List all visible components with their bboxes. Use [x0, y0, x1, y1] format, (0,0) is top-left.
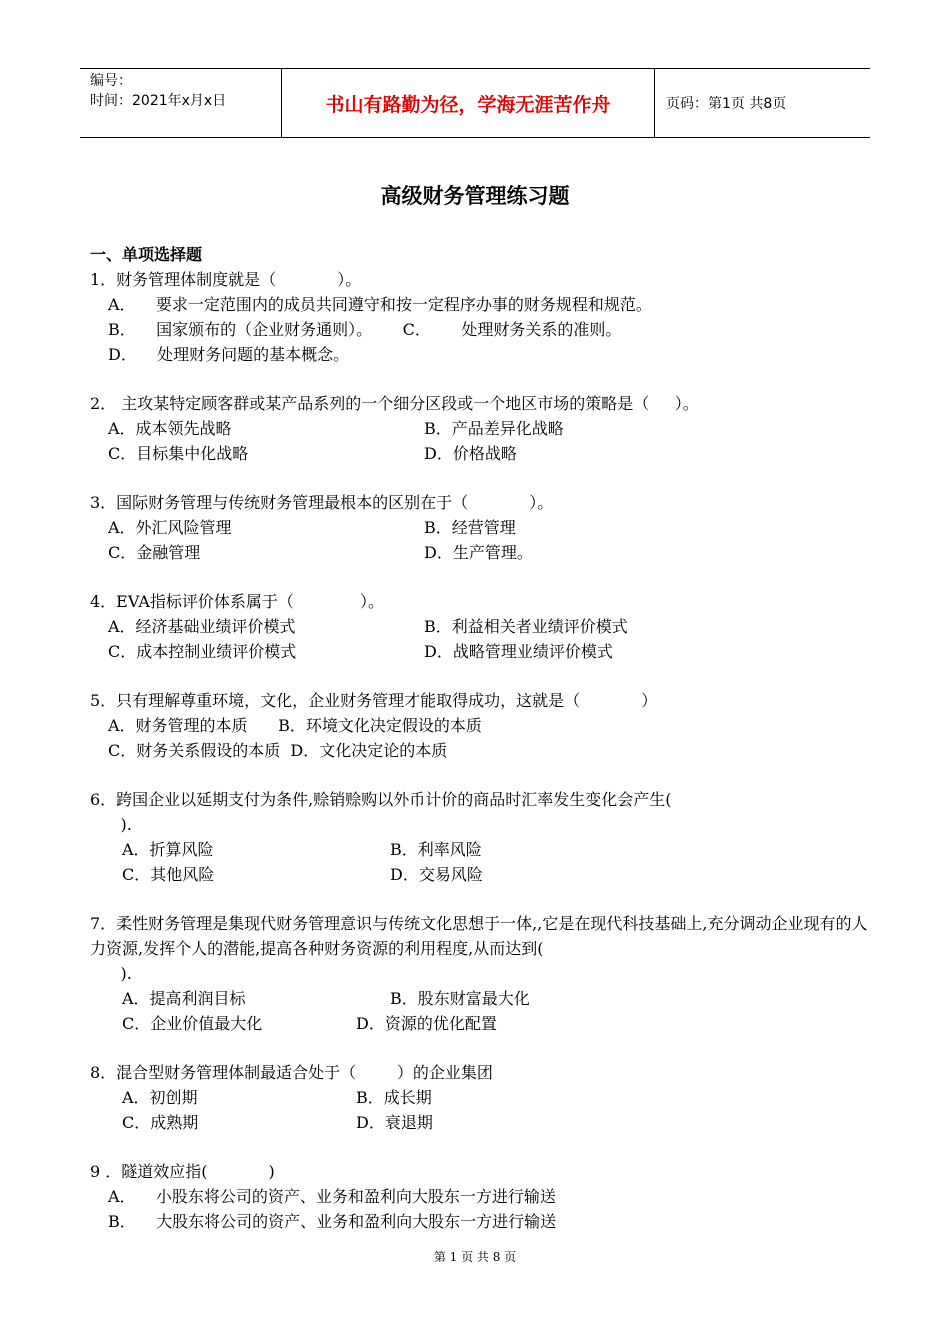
option-d: D．衰退期 — [356, 1113, 433, 1132]
section-heading: 一、单项选择题 — [90, 245, 203, 264]
option-row — [90, 837, 870, 862]
option-b: B．成长期 — [356, 1088, 432, 1107]
option-c: C．其他风险 — [122, 865, 215, 884]
question-stem-1: 1．财务管理体制度就是（ ）。 — [90, 270, 362, 289]
question-stem-5: 5．只有理解尊重环境，文化，企业财务管理才能取得成功，这就是（ ） — [90, 691, 658, 710]
option-d: D．资源的优化配置 — [356, 1014, 497, 1033]
option-c: C．成本控制业绩评价模式 — [108, 642, 297, 661]
option-line: B． 大股东将公司的资产、业务和盈利向大股东一方进行输送 — [108, 1212, 557, 1231]
option-row — [90, 515, 870, 540]
option-c: C．金融管理 — [108, 543, 201, 562]
option-row — [90, 1011, 870, 1036]
question-stem-6-cont: ). — [90, 815, 132, 834]
option-row — [90, 614, 870, 639]
option-row — [90, 441, 870, 466]
option-a: A．初创期 — [122, 1088, 198, 1107]
question-list — [90, 243, 870, 1234]
option-b: B．经营管理 — [424, 518, 516, 537]
option-b: B．产品差异化战略 — [424, 419, 564, 438]
question-stem-4: 4．EVA指标评价体系属于（ ）。 — [90, 592, 385, 611]
page-info: 页码：第1页 共8页 — [666, 96, 787, 112]
question-stem-6: 6．跨国企业以延期支付为条件,赊销赊购以外币计价的商品时汇率发生变化会产生( — [90, 790, 672, 809]
option-a: A．经济基础业绩评价模式 — [108, 617, 296, 636]
option-row — [90, 986, 870, 1011]
option-row — [90, 1085, 870, 1110]
question-stem-2: 2． 主攻某特定顾客群或某产品系列的一个细分区段或一个地区市场的策略是（ ）。 — [90, 394, 699, 413]
option-d: D．战略管理业绩评价模式 — [424, 642, 613, 661]
option-line: A． 要求一定范围内的成员共同遵守和按一定程序办事的财务规程和规范。 — [108, 295, 652, 314]
option-a: A．外汇风险管理 — [108, 518, 232, 537]
option-a: A．成本领先战略 — [108, 419, 232, 438]
option-line: D． 处理财务问题的基本概念。 — [108, 345, 350, 364]
option-b: B．利益相关者业绩评价模式 — [424, 617, 628, 636]
option-row — [90, 540, 870, 565]
option-a: A．折算风险 — [122, 840, 214, 859]
option-d: D．生产管理。 — [424, 543, 533, 562]
page-footer: 第 1 页 共 8 页 — [433, 1250, 517, 1264]
option-line: A． 小股东将公司的资产、业务和盈利向大股东一方进行输送 — [108, 1187, 556, 1206]
option-row — [90, 639, 870, 664]
option-d: D．价格战略 — [424, 444, 517, 463]
question-stem-7-cont: ). — [90, 964, 132, 983]
option-b: B．股东财富最大化 — [390, 989, 530, 1008]
option-row — [90, 862, 870, 887]
number-label: 编号： — [90, 73, 132, 89]
page-header — [80, 68, 870, 138]
option-c: C．成熟期 — [122, 1113, 199, 1132]
header-left-cell — [80, 69, 280, 137]
option-d: D．交易风险 — [390, 865, 483, 884]
option-a: A．提高利润目标 — [122, 989, 246, 1008]
option-c: C．企业价值最大化 — [122, 1014, 263, 1033]
option-line: B． 国家颁布的（企业财务通则）。 C． 处理财务关系的准则。 — [108, 320, 622, 339]
option-row — [90, 1110, 870, 1135]
option-line: A．财务管理的本质 B．环境文化决定假设的本质 — [108, 716, 482, 735]
date-label: 时间：2021年x月x日 — [90, 93, 227, 109]
question-stem-9: 9 ．隧道效应指( ) — [90, 1162, 275, 1181]
question-stem-7: 7．柔性财务管理是集现代财务管理意识与传统文化思想于一体,,它是在现代科技基础上,充分调动企业现有的人力资源,发挥个人的潜能,提高各种财务资源的利用程度,从而达到( — [90, 914, 868, 958]
option-row — [90, 416, 870, 441]
document-title: 高级财务管理练习题 — [380, 184, 570, 208]
option-line: C．财务关系假设的本质 D．文化决定论的本质 — [108, 741, 448, 760]
question-stem-8: 8．混合型财务管理体制最适合处于（ ）的企业集团 — [90, 1063, 493, 1082]
question-stem-3: 3．国际财务管理与传统财务管理最根本的区别在于（ ）。 — [90, 493, 554, 512]
option-c: C．目标集中化战略 — [108, 444, 249, 463]
motto: 书山有路勤为径，学海无涯苦作舟 — [281, 69, 655, 137]
option-b: B．利率风险 — [390, 840, 482, 859]
